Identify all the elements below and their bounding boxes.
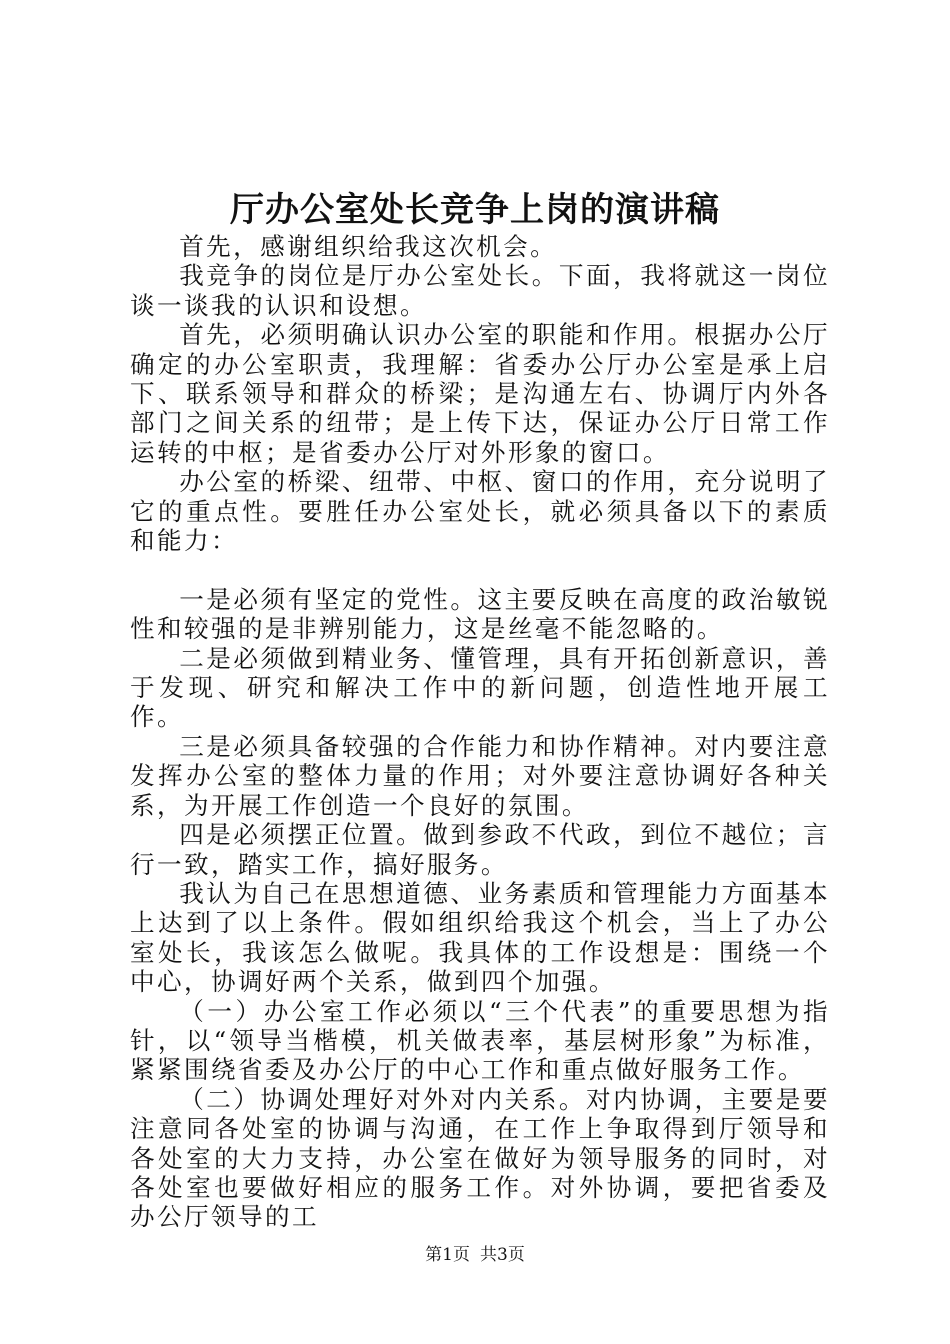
paragraph: 首先，感谢组织给我这次机会。 [179, 232, 558, 261]
page-footer [0, 1243, 950, 1267]
paragraph: （二）协调处理好对外对内关系。对内协调，主要是要注意同各处室的协调与沟通，在工作上争取得到厅领导和各处室的大力支持，办公室在做好为领导服务的同时，对各处室也要做好相应的服务工作。对外协调，要把省委及办公厅领导的工 [130, 1084, 830, 1232]
paragraph: 办公室的桥梁、纽带、中枢、窗口的作用，充分说明了它的重点性。要胜任办公室处长，就必须具备以下的素质和能力： [130, 467, 830, 556]
paragraph: 二是必须做到精业务、懂管理，具有开拓创新意识，善于发现、研究和解决工作中的新问题，创造性地开展工作。 [130, 643, 830, 732]
paragraph: 三是必须具备较强的合作能力和协作精神。对内要注意发挥办公室的整体力量的作用；对外要注意协调好各种关系，为开展工作创造一个良好的氛围。 [130, 731, 830, 820]
paragraph: 一是必须有坚定的党性。这主要反映在高度的政治敏锐性和较强的是非辨别能力，这是丝毫不能忽略的。 [130, 584, 830, 644]
paragraph: 我竞争的岗位是厅办公室处长。下面，我将就这一岗位谈一谈我的认识和设想。 [130, 261, 830, 320]
page-number: 第1页 [425, 1245, 470, 1265]
paragraph: 四是必须摆正位置。做到参政不代政，到位不越位；言行一致，踏实工作，搞好服务。 [130, 820, 830, 879]
page-total: 共3页 [480, 1245, 525, 1265]
document-title: 厅办公室处长竞争上岗的演讲稿 [230, 190, 720, 230]
document-body [130, 232, 830, 1232]
paragraph: 首先，必须明确认识办公室的职能和作用。根据办公厅确定的办公室职责，我理解：省委办公厅办公室是承上启下、联系领导和群众的桥梁；是沟通左右、协调厅内外各部门之间关系的纽带；是上传下达，保证办公厅日常工作运转的中枢；是省委办公厅对外形象的窗口。 [130, 320, 830, 467]
paragraph: 我认为自己在思想道德、业务素质和管理能力方面基本上达到了以上条件。假如组织给我这个机会，当上了办公室处长，我该怎么做呢。我具体的工作设想是：围绕一个中心，协调好两个关系，做到四个加强。 [130, 878, 830, 997]
paragraph: （一）办公室工作必须以“三个代表”的重要思想为指针，以“领导当楷模，机关做表率，基层树形象”为标准，紧紧围绕省委及办公厅的中心工作和重点做好服务工作。 [130, 996, 830, 1085]
